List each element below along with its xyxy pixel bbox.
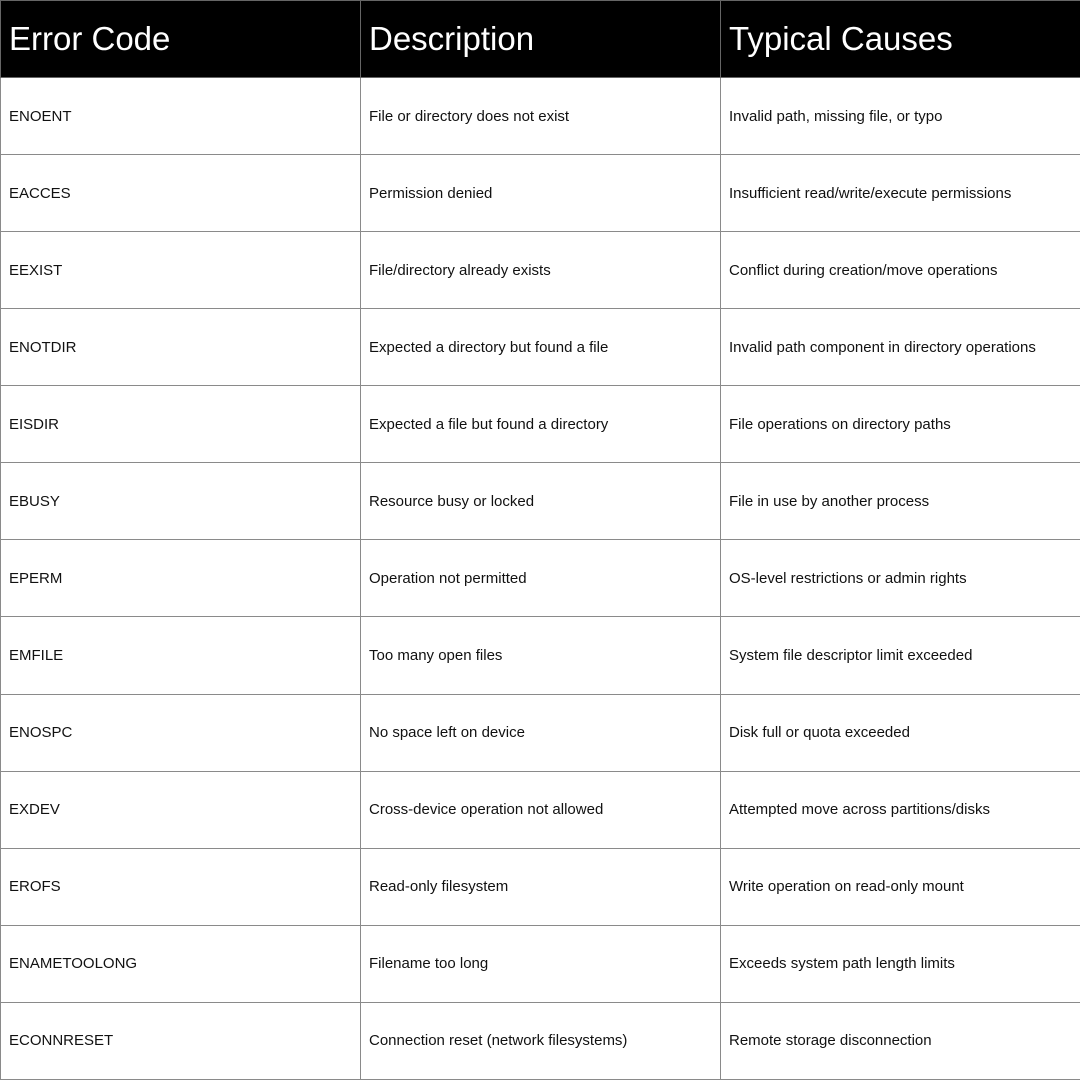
table-row xyxy=(1,848,1080,925)
table-row xyxy=(1,925,1080,1002)
cell-description: File or directory does not exist xyxy=(361,78,721,155)
cell-typical-causes: File in use by another process xyxy=(721,463,1080,540)
cell-typical-causes: OS-level restrictions or admin rights xyxy=(721,540,1080,617)
cell-error-code: ENAMETOOLONG xyxy=(1,925,361,1002)
cell-typical-causes: Invalid path, missing file, or typo xyxy=(721,78,1080,155)
cell-typical-causes: Write operation on read-only mount xyxy=(721,848,1080,925)
cell-error-code: EACCES xyxy=(1,155,361,232)
table-row xyxy=(1,617,1080,694)
cell-description: Permission denied xyxy=(361,155,721,232)
table-row xyxy=(1,694,1080,771)
table-row xyxy=(1,386,1080,463)
header-error-code: Error Code xyxy=(1,1,361,78)
cell-error-code: EMFILE xyxy=(1,617,361,694)
table-row xyxy=(1,463,1080,540)
cell-description: Filename too long xyxy=(361,925,721,1002)
cell-typical-causes: Insufficient read/write/execute permissions xyxy=(721,155,1080,232)
cell-error-code: EBUSY xyxy=(1,463,361,540)
table-row xyxy=(1,1002,1080,1079)
cell-description: Too many open files xyxy=(361,617,721,694)
cell-error-code: EROFS xyxy=(1,848,361,925)
cell-error-code: EISDIR xyxy=(1,386,361,463)
cell-typical-causes: Remote storage disconnection xyxy=(721,1002,1080,1079)
cell-description: Resource busy or locked xyxy=(361,463,721,540)
cell-typical-causes: Conflict during creation/move operations xyxy=(721,232,1080,309)
table-row xyxy=(1,232,1080,309)
table-row xyxy=(1,309,1080,386)
cell-typical-causes: Invalid path component in directory operations xyxy=(721,309,1080,386)
cell-description: Expected a file but found a directory xyxy=(361,386,721,463)
table-body xyxy=(1,78,1080,1080)
table-row xyxy=(1,540,1080,617)
cell-typical-causes: File operations on directory paths xyxy=(721,386,1080,463)
header-typical-causes: Typical Causes xyxy=(721,1,1080,78)
cell-description: File/directory already exists xyxy=(361,232,721,309)
cell-error-code: ENOENT xyxy=(1,78,361,155)
cell-typical-causes: Attempted move across partitions/disks xyxy=(721,771,1080,848)
cell-error-code: ECONNRESET xyxy=(1,1002,361,1079)
cell-error-code: EPERM xyxy=(1,540,361,617)
cell-error-code: EXDEV xyxy=(1,771,361,848)
header-description: Description xyxy=(361,1,721,78)
cell-description: Operation not permitted xyxy=(361,540,721,617)
table-header-row xyxy=(1,1,1080,78)
cell-error-code: EEXIST xyxy=(1,232,361,309)
cell-description: Expected a directory but found a file xyxy=(361,309,721,386)
table-row xyxy=(1,155,1080,232)
cell-description: Read-only filesystem xyxy=(361,848,721,925)
table-row xyxy=(1,771,1080,848)
cell-typical-causes: Exceeds system path length limits xyxy=(721,925,1080,1002)
table-row xyxy=(1,78,1080,155)
cell-typical-causes: System file descriptor limit exceeded xyxy=(721,617,1080,694)
cell-description: Connection reset (network filesystems) xyxy=(361,1002,721,1079)
cell-description: No space left on device xyxy=(361,694,721,771)
cell-error-code: ENOSPC xyxy=(1,694,361,771)
cell-typical-causes: Disk full or quota exceeded xyxy=(721,694,1080,771)
cell-error-code: ENOTDIR xyxy=(1,309,361,386)
cell-description: Cross-device operation not allowed xyxy=(361,771,721,848)
